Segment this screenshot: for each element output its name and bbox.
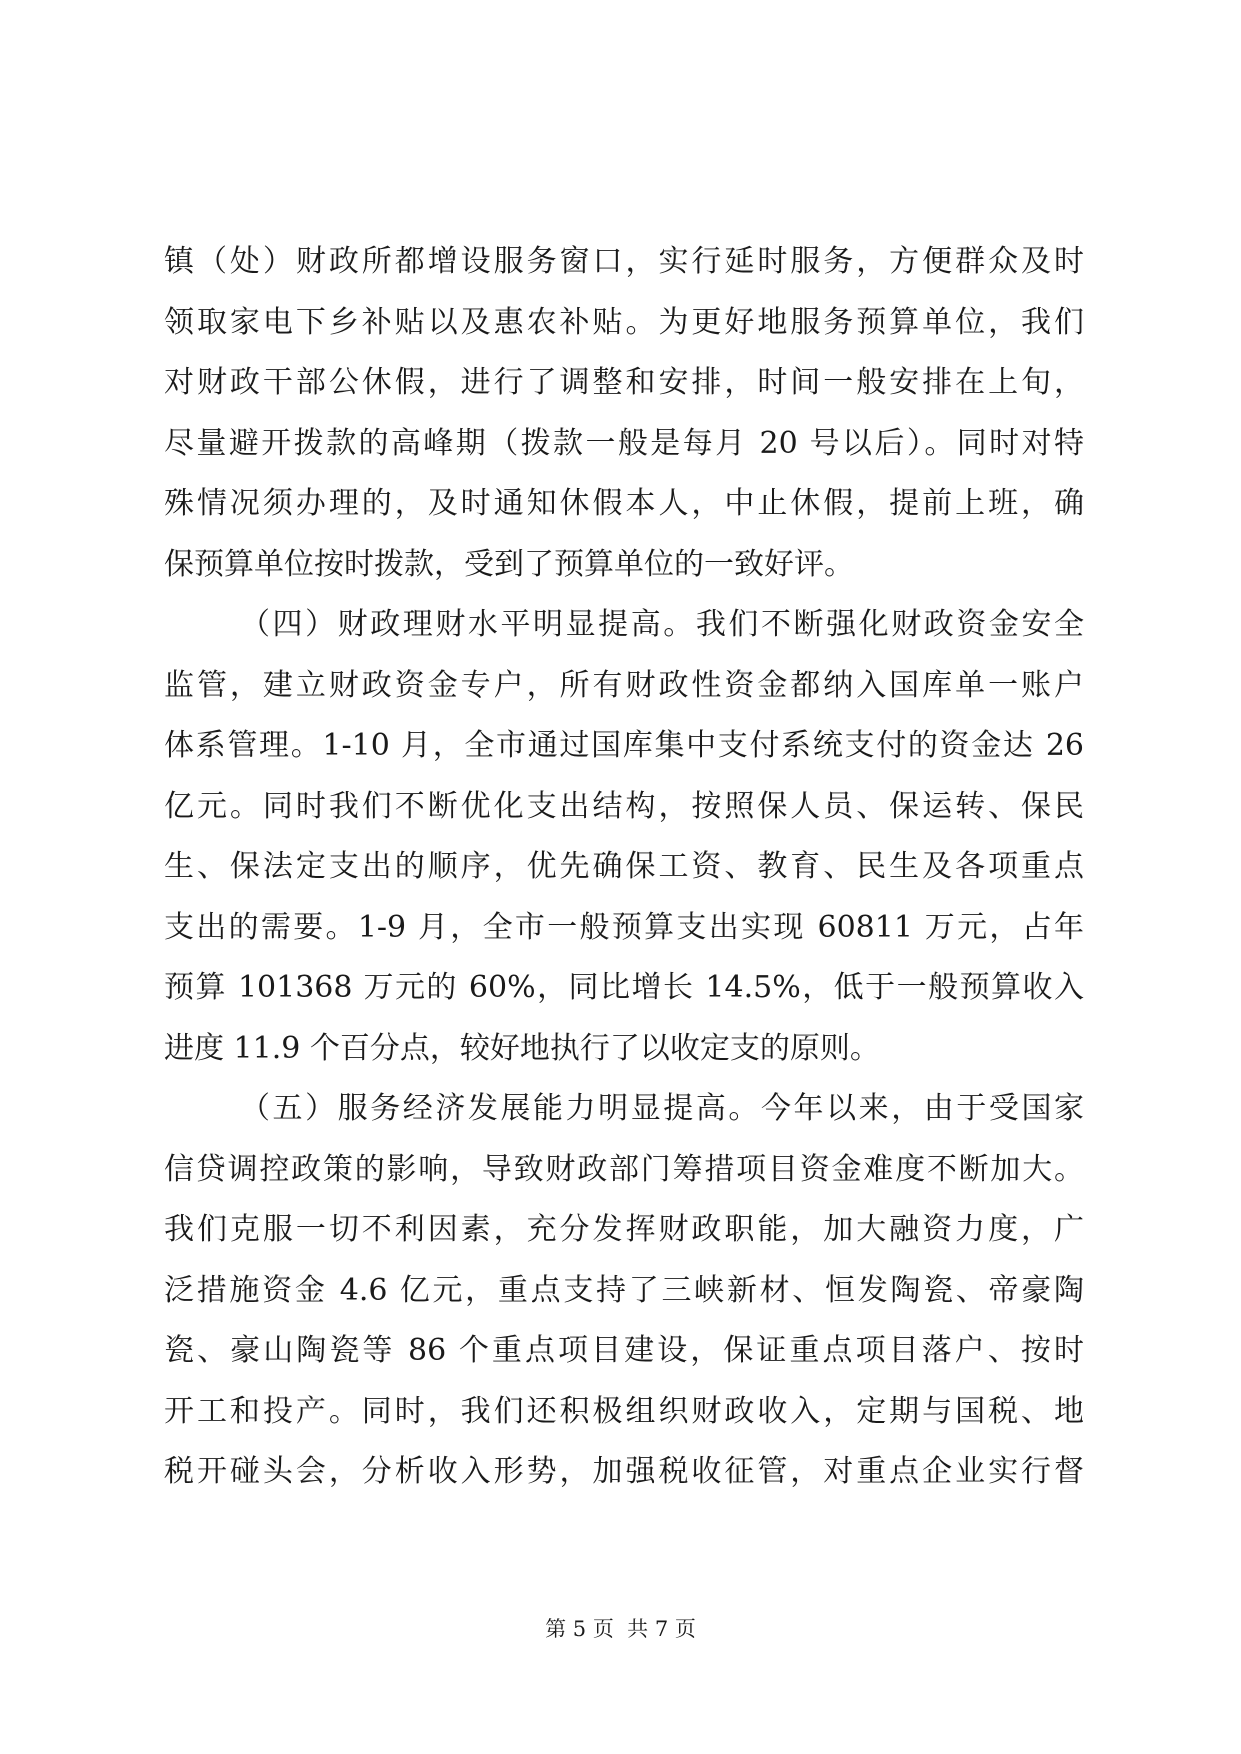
text-line: 瓷、豪山陶瓷等 86 个重点项目建设，保证重点项目落户、按时 bbox=[164, 1333, 1084, 1368]
text-line: 监管，建立财政资金专户，所有财政性资金都纳入国库单一账户 bbox=[164, 667, 1084, 703]
text-line: 领取家电下乡补贴以及惠农补贴。为更好地服务预算单位，我们 bbox=[164, 304, 1084, 340]
section-five-heading-line: （五）服务经济发展能力明显提高。今年以来，由于受国家 bbox=[240, 1091, 1084, 1126]
text-line: 生、保法定支出的顺序，优先确保工资、教育、民生及各项重点 bbox=[164, 849, 1084, 884]
text-line: 我们克服一切不利因素，充分发挥财政职能，加大融资力度，广 bbox=[164, 1212, 1084, 1247]
section-four-heading-line: （四）财政理财水平明显提高。我们不断强化财政资金安全 bbox=[240, 607, 1084, 642]
body-text bbox=[164, 232, 1084, 1503]
text-line: 泛措施资金 4.6 亿元，重点支持了三峡新材、恒发陶瓷、帝豪陶 bbox=[164, 1272, 1084, 1308]
page-footer bbox=[0, 1613, 1241, 1643]
text-line: 预算 101368 万元的 60%，同比增长 14.5%，低于一般预算收入 bbox=[164, 970, 1084, 1005]
text-line: 保预算单位按时拨款，受到了预算单位的一致好评。 bbox=[164, 546, 854, 582]
text-line: 税开碰头会，分析收入形势，加强税收征管，对重点企业实行督 bbox=[164, 1454, 1084, 1489]
text-line: 进度 11.9 个百分点，较好地执行了以收定支的原则。 bbox=[164, 1030, 880, 1066]
text-line: 体系管理。1-10 月，全市通过国库集中支付系统支付的资金达 26 bbox=[164, 728, 1084, 763]
text-line: 镇（处）财政所都增设服务窗口，实行延时服务，方便群众及时 bbox=[164, 244, 1084, 279]
page-number: 第 5 页 共 7 页 bbox=[545, 1617, 696, 1641]
text-line: 支出的需要。1-9 月，全市一般预算支出实现 60811 万元，占年 bbox=[164, 909, 1084, 945]
text-line: 开工和投产。同时，我们还积极组织财政收入，定期与国税、地 bbox=[164, 1393, 1084, 1429]
text-line: 殊情况须办理的，及时通知休假本人，中止休假，提前上班，确 bbox=[164, 486, 1084, 521]
text-line: 尽量避开拨款的高峰期（拨款一般是每月 20 号以后）。同时对特 bbox=[164, 425, 1084, 461]
text-line: 信贷调控政策的影响，导致财政部门筹措项目资金难度不断加大。 bbox=[164, 1151, 1084, 1187]
text-line: 对财政干部公休假，进行了调整和安排，时间一般安排在上旬， bbox=[164, 365, 1084, 400]
text-line: 亿元。同时我们不断优化支出结构，按照保人员、保运转、保民 bbox=[164, 788, 1084, 824]
